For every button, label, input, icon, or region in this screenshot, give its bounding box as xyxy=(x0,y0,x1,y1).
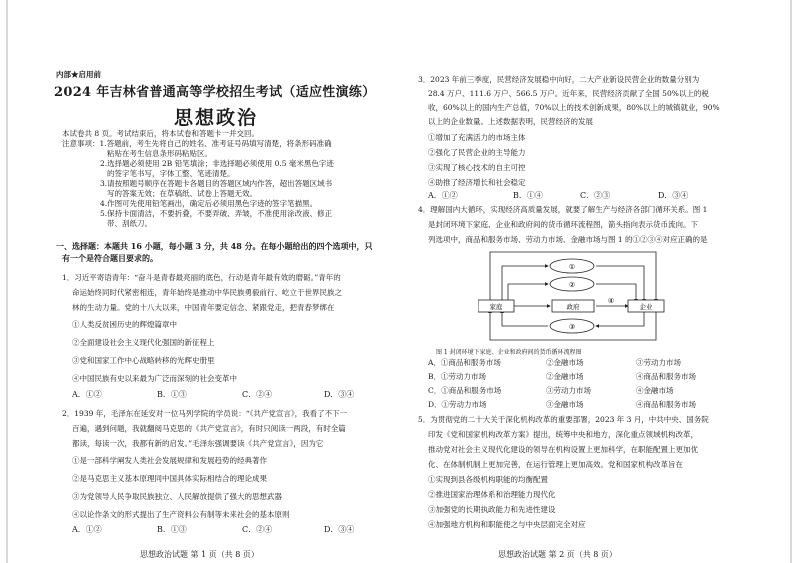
answer-item: ④加强地方机构和职能使之与中央层面完全对应 xyxy=(428,520,586,529)
scan-edge-left xyxy=(6,0,8,563)
instruction-line: 写的答案无效；在草稿纸、试卷上答题无效。 xyxy=(107,189,257,198)
figure-caption: 图 1 封闭环境下家庭、企业和政府间的货币循环流程图 xyxy=(436,349,582,356)
choice-option[interactable]: D．③④ xyxy=(324,390,355,399)
question-stem: 4．理解国内大循环，实现经济高质量发展，就要了解生产与经济各部门循环关系。图 1 xyxy=(418,205,708,214)
answer-item: ②全面建设社会主义现代化强国的新征程上 xyxy=(72,338,215,347)
flow-arrow xyxy=(596,284,636,302)
question-stem: 3．2023 年前三季度，民营经济发展稳中向好，二大产业新设民营企业的数量分别为 xyxy=(418,75,700,84)
choice-option[interactable]: B．①③ xyxy=(157,390,187,399)
government-label: 政府 xyxy=(566,303,580,311)
question-stem: 收，60%以上的国内生产总值，70%以上的技术创新成果，80%以上的城镇就业，90% xyxy=(428,103,720,112)
choice-option[interactable]: A．①② xyxy=(428,191,458,200)
exam-title: 2024 年吉林省普通高等学校招生考试（适应性演练） xyxy=(54,85,376,100)
choice-option[interactable]: D．①劳动力市场 xyxy=(428,400,487,409)
question-stem: 28.4 万户、111.6 万户、566.5 万户。近年来，民营经济贡献了全国 50%以上的税 xyxy=(428,89,709,98)
question-stem: 林的生动力量。党的十八大以来，中国青年要定信念、紧跟党走，把青春梦绑在 xyxy=(72,303,335,312)
scan-edge-right xyxy=(790,0,792,563)
choice-option[interactable]: C．②④ xyxy=(242,390,273,399)
answer-item: ③实现了核心技术的自主可控 xyxy=(428,163,526,172)
confidential-label: 内部★启用前 xyxy=(56,70,101,79)
instruction-line: 的签字笔书写，字体工整、笔迹清楚。 xyxy=(107,169,235,178)
question-stem: 2．1939 年，毛泽东在延安对一位马列学院的学员说：“《共产党宣言》，我看了不下一 xyxy=(62,409,348,418)
choice-option[interactable]: C．①商品和服务市场 xyxy=(428,386,502,395)
question-stem: 是封闭环境下家庭、企业和政府间的货币循环流程图，箭头指向表示货币流向。下 xyxy=(428,220,698,229)
choice-option-part: ④金融市场 xyxy=(636,386,674,395)
answer-item: ①人类反贫困历史的辉煌篇章中 xyxy=(72,320,177,329)
choice-option-part: ③金融市场 xyxy=(546,400,584,409)
instruction-line: 粘贴在考生信息条形码粘贴区。 xyxy=(107,149,212,158)
flow-arrow xyxy=(508,284,548,302)
answer-item: ②是马克思主义基本原理同中国具体实际相结合的理论成果 xyxy=(72,474,267,483)
question-stem: 印发《党和国家机构改革方案》提出，统筹中央和地方，深化重点领域机构改革， xyxy=(428,430,698,439)
answer-item: ③为党领导人民争取民族独立、人民解放提供了强大的思想武器 xyxy=(72,492,282,501)
figure-1-flow-diagram xyxy=(478,244,668,344)
node-label-2: ② xyxy=(568,281,576,289)
choice-option[interactable]: C．②④ xyxy=(242,525,273,534)
choice-option[interactable]: D．③④ xyxy=(324,525,355,534)
answer-item: ③加强党的长期执政能力和先进性建设 xyxy=(428,505,556,514)
answer-item: ①增加了充满活力的市场主体 xyxy=(428,133,526,142)
answer-item: ④中国民族有史以来最为广泛而深刻的社会变革中 xyxy=(72,374,237,383)
section-heading-cont: 有一个是符合题目要求的。 xyxy=(62,253,158,263)
question-stem: 都读，每读一次，我都有新的启发。”毛泽东强调要读《共产党宣言》，因为它 xyxy=(72,439,324,448)
instruction-line: 带、刮纸刀。 xyxy=(107,219,152,228)
answer-item: ①是一部科学阐发人类社会发展规律和发展趋势的经典著作 xyxy=(72,456,267,465)
answer-item: ②推进国家治理体系和治理能力现代化 xyxy=(428,490,556,499)
choice-option[interactable]: A．①商品和服务市场 xyxy=(428,358,501,367)
instruction-line: 注意事项：1.答题前，考生先将自己的姓名、准考证号码填写清楚，将条形码准确 xyxy=(62,139,332,148)
node-label-4: ④ xyxy=(607,297,615,305)
choice-option[interactable]: B．①劳动力市场 xyxy=(428,372,487,381)
choice-option[interactable]: C．②③ xyxy=(580,191,611,200)
choice-option-part: ④商品和服务市场 xyxy=(636,372,696,381)
question-stem: 推动党对社会主义现代化建设的领导在机构设置上更加科学，在职能配置上更加优 xyxy=(428,445,698,454)
answer-item: ④助推了经济增长和社会稳定 xyxy=(428,178,526,187)
instruction-line: 4.作图可先使用铅笔画出，确定后必须用黑色字迹的签字笔描黑。 xyxy=(100,199,318,208)
question-stem: 列选项中，商品和服务市场、劳动力市场、金融市场与图 1 的①②③④对应正确的是 xyxy=(428,235,708,244)
subject-title: 思想政治 xyxy=(174,107,259,129)
node-label-3: ③ xyxy=(568,323,576,331)
question-stem: 化、在体制机制上更加完善，在运行管理上更加高效。党和国家机构改革旨在 xyxy=(428,460,683,469)
choice-option[interactable]: B．①③ xyxy=(157,525,187,534)
answer-item: ④以论作条文的形式提出了生产资料公有制等未来社会的基本原则 xyxy=(72,510,290,519)
question-stem: 1．习近平寄语青年：“奋斗是青春最亮丽的底色，行动是青年最有效的磨砺。”青年的 xyxy=(62,273,341,282)
household-label: 家庭 xyxy=(489,303,503,311)
enterprise-label: 企业 xyxy=(639,303,653,311)
question-stem: 以上的企业数量。上述数据表明，民营经济的发展 xyxy=(428,117,593,126)
choice-option[interactable]: A．①② xyxy=(72,390,102,399)
choice-option[interactable]: B．①④ xyxy=(513,191,543,200)
page-footer-left: 思想政治试题 第 1 页（共 8 页） xyxy=(140,550,259,559)
question-stem: 命运始终同时代紧密相连，青年始终是推动中华民族勇毅前行、屹立于世界民族之 xyxy=(72,288,342,297)
instruction-line: 本试卷共 8 页。考试结束后，将本试卷和答题卡一并交回。 xyxy=(62,129,260,138)
choice-option-part: ④商品和服务市场 xyxy=(636,400,696,409)
answer-item: ③党和国家工作中心战略转移的光辉史册里 xyxy=(72,356,215,365)
choice-option-part: ②金融市场 xyxy=(546,372,584,381)
instruction-line: 3.请按照题号顺序在答题卡各题目的答题区域内作答，超出答题区域书 xyxy=(100,179,333,188)
question-stem: 百遍，遇到问题，我就翻阅马克思的《共产党宣言》，有时只阅读一两段，有时全篇 xyxy=(72,424,346,433)
choice-option-part: ③劳动力市场 xyxy=(636,358,681,367)
answer-item: ①实现到县各级机构职能的均衡配置 xyxy=(428,475,548,484)
page-footer-right: 思想政治试题 第 2 页（共 8 页） xyxy=(498,550,617,559)
instruction-line: 2.选择题必须使用 2B 铅笔填涂；非选择题必须使用 0.5 毫米黑色字迹 xyxy=(100,159,334,168)
choice-option[interactable]: A．①② xyxy=(72,525,102,534)
node-label-1: ① xyxy=(568,263,576,271)
question-stem: 5．为贯彻党的二十大关于深化机构改革的重要部署，2023 年 3 月，中共中央、国务院 xyxy=(418,415,709,424)
choice-option-part: ③劳动力市场 xyxy=(546,386,591,395)
answer-item: ②强化了民营企业的主导能力 xyxy=(428,148,526,157)
section-heading: 一、选择题：本题共 16 小题，每小题 3 分，共 48 分。在每小题给出的四个选项中，只 xyxy=(56,241,373,251)
choice-option[interactable]: D．③④ xyxy=(658,191,689,200)
instruction-line: 5.保持卡面清洁，不要折叠，不要弄破、弄皱，不准使用涂改液、修正 xyxy=(100,209,333,218)
choice-option-part: ②金融市场 xyxy=(546,358,584,367)
